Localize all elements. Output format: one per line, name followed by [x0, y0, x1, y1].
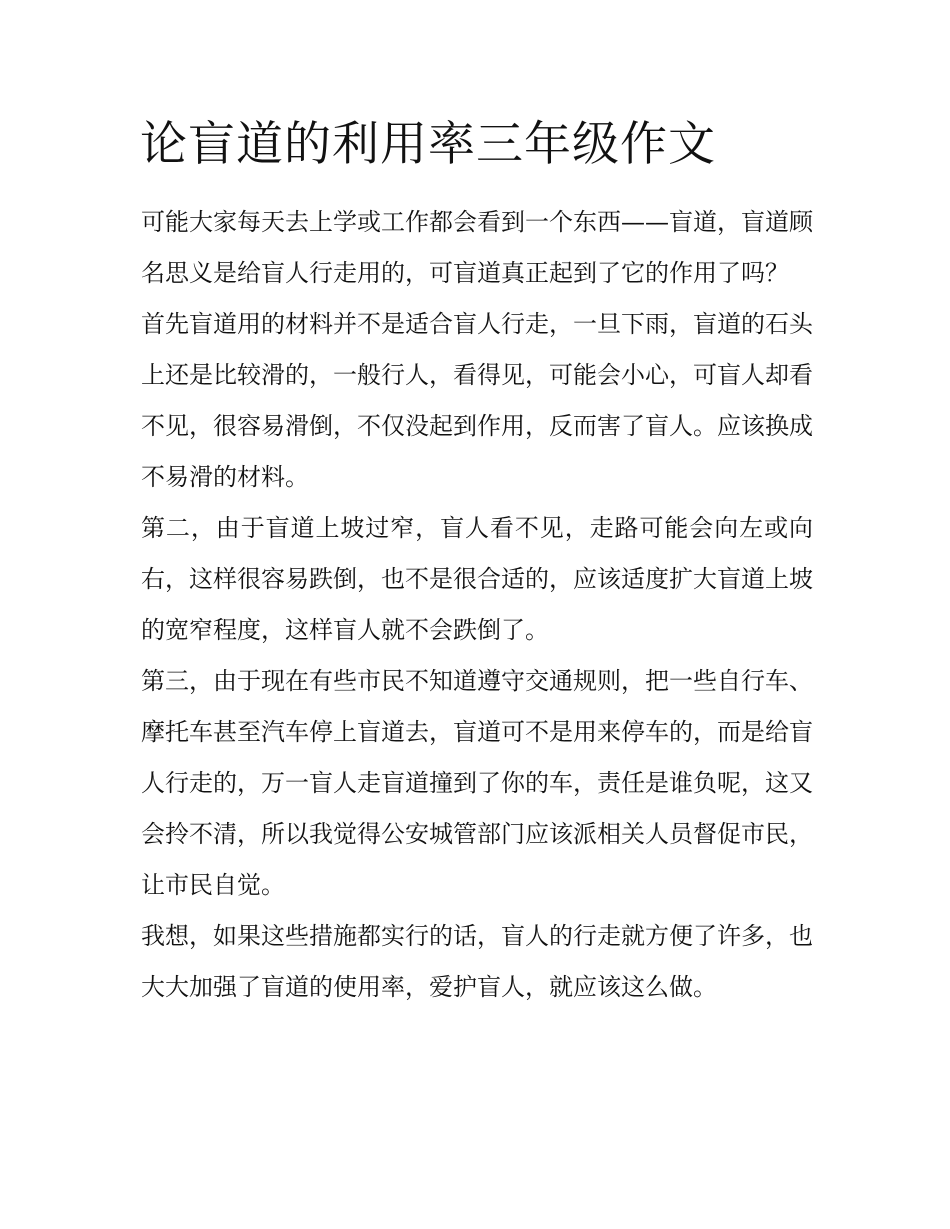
paragraph-first-point: 首先盲道用的材料并不是适合盲人行走，一旦下雨，盲道的石头上还是比较滑的，一般行人，看得见，可能会小心，可盲人却看不见，很容易滑倒，不仅没起到作用，反而害了盲人。应该换成不易滑的材料。: [141, 310, 813, 491]
paragraph-third-point: 第三，由于现在有些市民不知道遵守交通规则，把一些自行车、摩托车甚至汽车停上盲道去，盲道可不是用来停车的，而是给盲人行走的，万一盲人走盲道撞到了你的车，责任是谁负呢，这又会拎不清，所以我觉得公安城管部门应该派相关人员督促市民，让市民自觉。: [141, 667, 813, 899]
document-body: [141, 197, 813, 1013]
document-title: 论盲道的利用率三年级作文: [140, 117, 716, 172]
paragraph-intro: 可能大家每天去上学或工作都会看到一个东西——盲道，盲道顾名思义是给盲人行走用的，可盲道真正起到了它的作用了吗？: [141, 208, 813, 287]
paragraph-second-point: 第二，由于盲道上坡过窄，盲人看不见，走路可能会向左或向右，这样很容易跌倒，也不是很合适的，应该适度扩大盲道上坡的宽窄程度，这样盲人就不会跌倒了。: [141, 514, 813, 644]
paragraph-conclusion: 我想，如果这些措施都实行的话，盲人的行走就方便了许多，也大大加强了盲道的使用率，爱护盲人，就应该这么做。: [141, 922, 813, 1001]
